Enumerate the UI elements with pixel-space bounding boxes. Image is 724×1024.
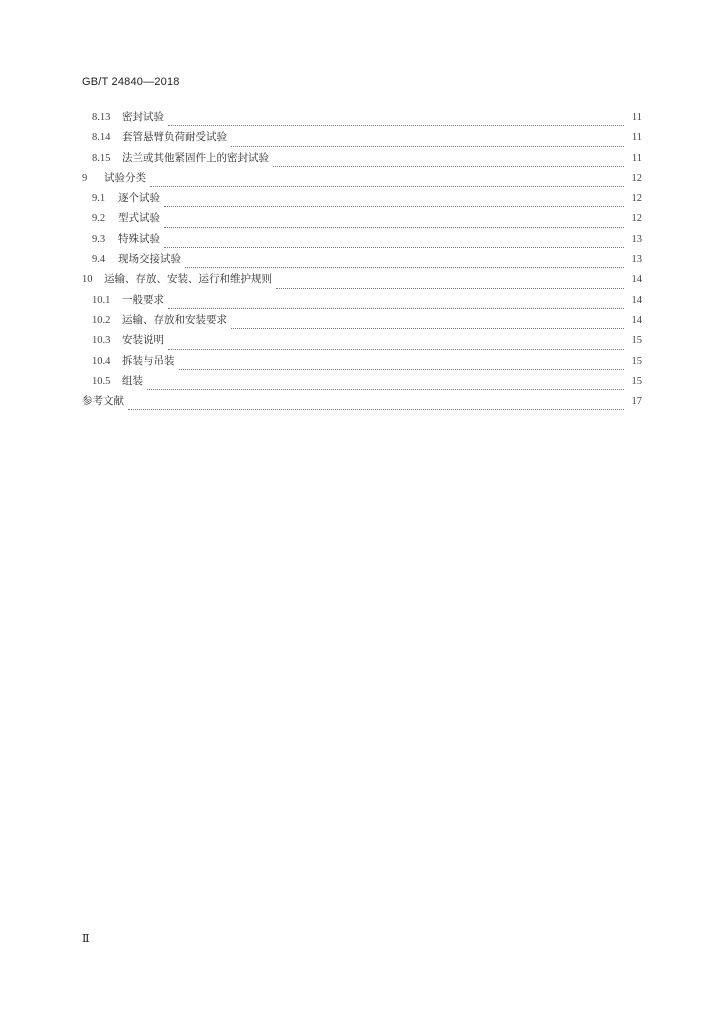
toc-leader-dots (150, 185, 624, 187)
toc-entry-page: 15 (631, 355, 642, 367)
toc-entry-page: 14 (631, 294, 642, 306)
toc-entry-title: 参考文献 (82, 395, 124, 408)
toc-entry-page: 11 (631, 112, 642, 123)
toc-entry-page: 13 (631, 254, 642, 266)
toc-leader-dots (276, 287, 624, 289)
toc-leader-dots (273, 165, 624, 167)
toc-entry-title: 运输、存放、安装、运行和维护规则 (104, 273, 272, 286)
toc-entry-page: 14 (631, 314, 642, 326)
toc-entry[interactable] (82, 170, 642, 190)
toc-leader-dots (231, 145, 624, 147)
toc-entry[interactable] (82, 292, 642, 312)
toc-entry-title: 逐个试验 (118, 192, 160, 205)
toc-entry-number: 8.14 (92, 132, 111, 144)
toc-entry[interactable] (82, 271, 642, 291)
toc-entry-page: 11 (631, 132, 642, 144)
toc-entry-title: 安装说明 (122, 334, 164, 347)
toc-entry-number: 8.15 (92, 152, 111, 164)
toc-entry-title: 运输、存放和安装要求 (122, 313, 227, 326)
toc-entry-page: 12 (631, 213, 642, 225)
toc-entry-title: 组装 (122, 374, 143, 387)
toc-entry[interactable] (82, 231, 642, 251)
toc-leader-dots (185, 266, 624, 268)
toc-entry-number: 10.1 (92, 294, 111, 306)
toc-entry-title: 套管悬臂负荷耐受试验 (122, 131, 227, 144)
toc-entry-title: 试验分类 (104, 171, 146, 184)
toc-entry-number: 9.4 (92, 254, 106, 266)
toc-entry-number: 10.3 (92, 335, 111, 347)
toc-leader-dots (164, 246, 624, 248)
page-number: Ⅱ (82, 933, 90, 945)
toc-entry-bibliography[interactable] (82, 393, 642, 413)
toc-entry[interactable] (82, 150, 642, 170)
toc-entry-title: 型式试验 (118, 212, 160, 225)
toc-entry-page: 15 (631, 375, 642, 387)
toc-leader-dots (179, 368, 625, 370)
toc-entry-number: 9 (82, 172, 88, 184)
toc-entry-page: 14 (631, 274, 642, 286)
toc-leader-dots (168, 348, 624, 350)
toc-entry[interactable] (82, 251, 642, 271)
toc-entry[interactable] (82, 109, 642, 129)
toc-entry-title: 特殊试验 (118, 232, 160, 245)
toc-leader-dots (164, 205, 624, 207)
toc-entry-page: 17 (631, 396, 642, 408)
toc-entry-number: 10.2 (92, 314, 111, 326)
toc-entry-page: 12 (631, 172, 642, 184)
toc-entry[interactable] (82, 210, 642, 230)
toc-entry-title: 现场交接试验 (118, 253, 181, 266)
toc-entry-title: 拆装与吊装 (122, 354, 175, 367)
toc-leader-dots (147, 388, 624, 390)
toc-leader-dots (168, 124, 624, 126)
toc-entry[interactable] (82, 353, 642, 373)
toc-entry-title: 密封试验 (122, 111, 164, 123)
toc-entry-number: 10 (82, 274, 93, 286)
toc-entry[interactable] (82, 312, 642, 332)
toc-entry[interactable] (82, 332, 642, 352)
toc-entry-number: 10.4 (92, 355, 111, 367)
toc-entry-number: 10.5 (92, 375, 111, 387)
toc-leader-dots (231, 327, 624, 329)
toc-entry-title: 法兰或其他紧固件上的密封试验 (122, 151, 269, 164)
toc-entry-page: 13 (631, 233, 642, 245)
toc-entry-number: 9.1 (92, 193, 106, 205)
toc-entry-number: 9.2 (92, 213, 106, 225)
toc-entry[interactable] (82, 373, 642, 393)
toc-leader-dots (164, 226, 624, 228)
toc-entry-number: 9.3 (92, 233, 106, 245)
toc-entry-number: 8.13 (92, 112, 111, 123)
toc-entry-title: 一般要求 (122, 293, 164, 306)
toc-entry[interactable] (82, 129, 642, 149)
standard-code: GB/T 24840—2018 (82, 76, 180, 88)
toc-entry-page: 12 (631, 193, 642, 205)
toc-entry[interactable] (82, 190, 642, 210)
toc-entry-page: 15 (631, 335, 642, 347)
toc-leader-dots (168, 307, 624, 309)
toc-entry-page: 11 (631, 152, 642, 164)
toc-leader-dots (128, 408, 624, 410)
table-of-contents (82, 109, 642, 413)
